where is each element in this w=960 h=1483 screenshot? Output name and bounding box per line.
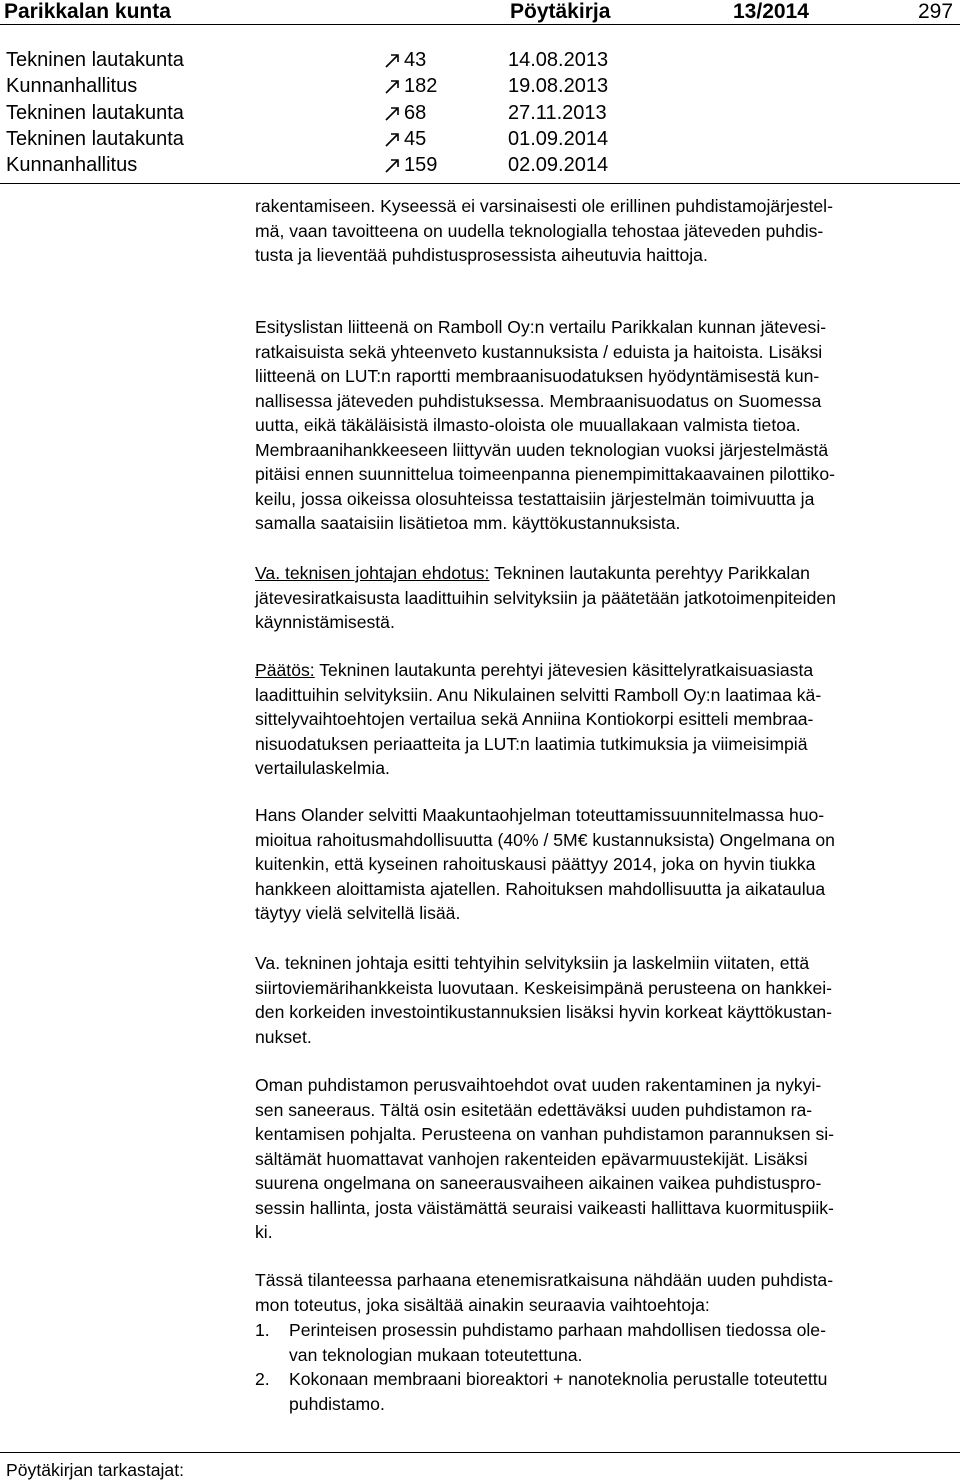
text-line: hankkeen aloittamista ajatellen. Rahoituksen mahdollisuutta ja aikataulua [255,878,826,899]
text-line: ki. [255,1222,273,1242]
text-line: vertailulaskelmia. [255,758,390,778]
list-item-text [289,1367,827,1416]
text-line: Tässä tilanteessa parhaana etenemisratkaisuna nähdään uuden puhdista- [255,1270,834,1290]
text-line: nallisessa jäteveden puhdistuksessa. Membraanisuodatus on Suomessa [255,390,822,411]
text-line: nukset. [255,1026,312,1047]
text-line: liitteenä on LUT:n raportti membraanisuodatuksen hyödyntämisestä kun- [255,366,820,386]
history-row [6,126,646,152]
reference-arrow-icon [384,77,402,95]
history-row [6,73,646,99]
history-body: Kunnanhallitus [6,154,138,177]
text-line: suurena ongelmana on saneerausvaiheen aikainen vaikea puhdistuspro- [255,1173,822,1193]
text-line: Va. tekninen johtaja esitti tehtyihin selvityksiin ja laskelmiin viitaten, että [255,953,810,973]
list-item-number: 2. [255,1369,270,1389]
footer-label: Pöytäkirjan tarkastajat: [6,1460,184,1480]
text-line: Esityslistan liitteenä on Ramboll Oy:n vertailu Parikkalan kunnan jätevesi- [255,317,827,337]
history-date: 19.08.2013 [508,75,609,98]
text-line: tusta ja lieventää puhdistusprosessista aiheutuvia haittoja. [255,245,708,265]
history-date: 01.09.2014 [508,127,609,150]
page-number: 297 [918,0,954,23]
history-body: Tekninen lautakunta [6,127,184,150]
text-line: puhdistamo. [289,1393,385,1414]
text-line: käynnistämisestä. [255,612,395,632]
proposal-label: Va. teknisen johtajan ehdotus: [255,563,490,583]
paragraph-attachments [255,315,955,536]
page-header [0,0,960,25]
paragraph-options-intro [255,1268,955,1317]
text-line: kentamisen pohjalta. Perusteena on vanhan puhdistamon parannuksen si- [255,1124,835,1144]
paragraph-proposal [255,561,955,635]
history-body: Tekninen lautakunta [6,101,184,124]
paragraph-funding [255,803,955,926]
list-item-number: 1. [255,1320,270,1340]
text-line: keilu, jossa oikeissa olosuhteissa testattaisiin järjestelmän toimivuutta ja [255,488,815,509]
text-line: den korkeiden investointikustannuksien lisäksi hyvin korkeat käyttökustan- [255,1002,832,1022]
history-row [6,100,646,126]
text-line: uutta, eikä täkäläisistä ilmasto-oloista ole muuallakaan valmista tietoa. [255,415,801,435]
history-date: 27.11.2013 [508,101,607,124]
paragraph-transfer-sewer [255,951,955,1049]
municipality-name: Parikkalan kunta [4,0,171,23]
text-line: Oman puhdistamon perusvaihtoehdot ovat uuden rakentaminen ja nykyi- [255,1075,822,1095]
history-divider [0,183,960,184]
list-item-text [289,1318,826,1367]
text-line: pitäisi ennen suunnittelua toimeenpanna pienempimittakaavainen pilottiko- [255,464,835,484]
history-section: 45 [404,127,427,150]
text-line: Hans Olander selvitti Maakuntaohjelman toteuttamissuunnitelmassa huo- [255,805,825,825]
text-line: mioitua rahoitusmahdollisuutta (40% / 5M€ kustannuksista) Ongelmana on [255,829,835,850]
history-section: 159 [404,154,438,177]
paragraph-intro [255,194,955,268]
text-line: sältämät huomattavat vanhojen rakenteiden epävarmuustekijät. Lisäksi [255,1148,808,1169]
footer-divider [0,1452,960,1453]
history-body: Tekninen lautakunta [6,49,184,71]
text-line: Tekninen lautakunta perehtyy Parikkalan [489,563,810,583]
text-line: nisuodatuksen periaatteita ja LUT:n laatimia tutkimuksia ja viimeisimpiä [255,733,808,754]
text-line: ratkaisuista sekä yhteenveto kustannuksista / eduista ja haitoista. Lisäksi [255,341,823,362]
history-section: 68 [404,101,427,124]
reference-arrow-icon [384,156,402,174]
text-line: jätevesiratkaisusta laadittuihin selvityksiin ja päätetään jatkotoimenpiteiden [255,587,836,608]
text-line: samalla saataisiin lisätietoa mm. käyttökustannuksista. [255,513,681,533]
issue-number: 13/2014 [733,0,809,23]
history-section: 43 [404,49,427,71]
decision-label: Päätös: [255,660,315,680]
text-line: sen saneeraus. Tältä osin esitetään edettäväksi uuden puhdistamon ra- [255,1099,813,1120]
reference-arrow-icon [384,51,402,69]
history-row [6,152,646,178]
paragraph-decision [255,658,955,781]
history-section: 182 [404,75,438,98]
text-line: Perinteisen prosessin puhdistamo parhaan mahdollisen tiedossa ole- [289,1320,826,1340]
text-line: laadittuihin selvityksiin. Anu Nikulainen selvitti Ramboll Oy:n laatimaa kä- [255,684,822,705]
history-row [6,47,646,73]
text-line: mon toteutus, joka sisältää ainakin seuraavia vaihtoehtoja: [255,1294,710,1315]
text-line: mä, vaan tavoitteena on uudella teknologialla tehostaa jäteveden puhdis- [255,220,824,241]
reference-arrow-icon [384,130,402,148]
text-line: Kokonaan membraani bioreaktori + nanoteknolia perustalle toteutettu [289,1369,828,1389]
text-line: rakentamiseen. Kyseessä ei varsinaisesti ole erillinen puhdistamojärjestel- [255,196,833,216]
history-body: Kunnanhallitus [6,75,138,98]
paragraph-own-plant [255,1073,955,1245]
document-type: Pöytäkirja [510,0,611,23]
text-line: Tekninen lautakunta perehtyi jätevesien käsittelyratkaisuasiasta [314,660,814,680]
history-date: 14.08.2013 [508,49,609,71]
text-line: siirtoviemärihankkeista luovutaan. Keskeisimpänä perusteena on hankkei- [255,977,833,998]
text-line: Membraanihankkeeseen liittyvän uuden teknologian vuoksi järjestelmästä [255,439,829,460]
history-date: 02.09.2014 [508,154,609,177]
text-line: täytyy vielä selvitellä lisää. [255,903,461,923]
text-line: van teknologian mukaan toteutettuna. [289,1344,583,1365]
text-line: kuitenkin, että kyseinen rahoituskausi päättyy 2014, joka on hyvin tiukka [255,854,816,874]
text-line: sessin hallinta, josta väistämättä seuraisi vaikeasti hallittava kuormituspiik- [255,1197,834,1218]
text-line: sittelyvaihtoehtojen vertailua sekä Anniina Kontiokorpi esitteli membraa- [255,709,814,729]
reference-arrow-icon [384,104,402,122]
